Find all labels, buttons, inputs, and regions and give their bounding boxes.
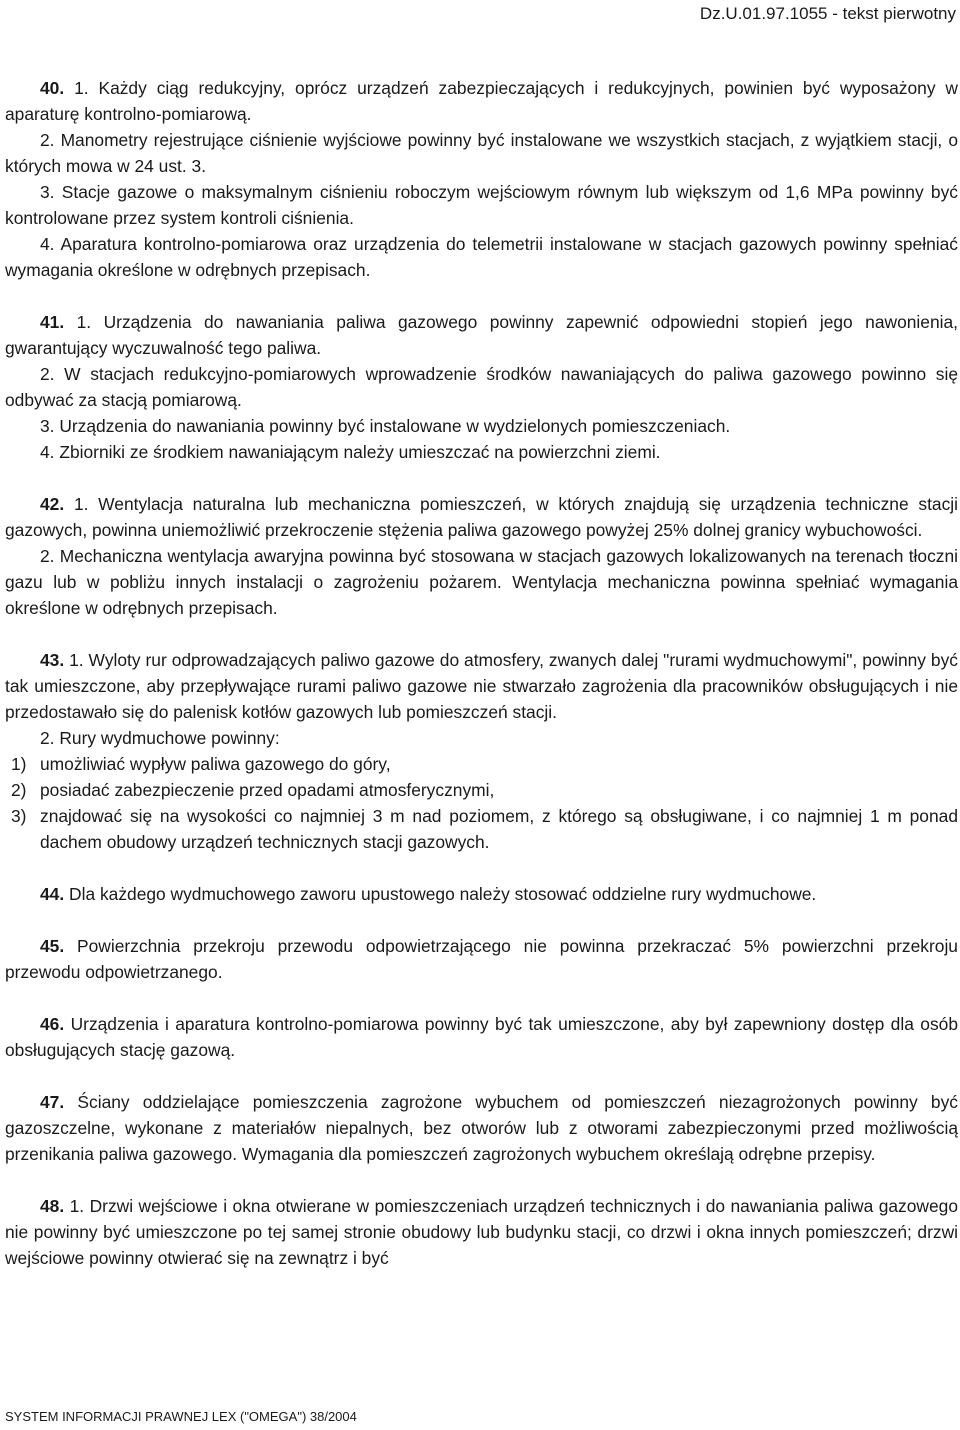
paragraph-text: Dla każdego wydmuchowego zaworu upustowego należy stosować oddzielne rury wydmuchowe.	[69, 884, 817, 904]
list-marker: 2)	[11, 780, 27, 800]
paragraph-text: 3. Urządzenia do nawaniania powinny być instalowane w wydzielonych pomieszczeniach.	[40, 416, 731, 436]
section-number: 44.	[40, 884, 65, 904]
section-42-para-1	[5, 491, 958, 543]
paragraph-text: 4. Aparatura kontrolno-pomiarowa oraz urządzenia do telemetrii instalowane w stacjach gazowych powinny spełniać wymagania określone w odrębnych przepisach.	[5, 234, 958, 280]
section-44	[5, 881, 958, 907]
section-40-para-3	[5, 179, 958, 231]
section-40-para-2	[5, 127, 958, 179]
page-header: Dz.U.01.97.1055 - tekst pierwotny	[699, 4, 956, 23]
list-item-text: posiadać zabezpieczenie przed opadami atmosferycznymi,	[40, 780, 495, 800]
section-42-para-2	[5, 543, 958, 621]
section-number: 42.	[40, 494, 65, 514]
section-number: 45.	[40, 936, 65, 956]
list-item	[5, 777, 958, 803]
section-43-para-2	[5, 725, 958, 751]
paragraph-text: Urządzenia i aparatura kontrolno-pomiarowa powinny być tak umieszczone, aby był zapewniony dostęp dla osób obsługujących stację gazową.	[5, 1014, 958, 1060]
section-47	[5, 1089, 958, 1167]
section-number: 40.	[40, 78, 65, 98]
section-number: 46.	[40, 1014, 65, 1034]
paragraph-text: 1. Drzwi wejściowe i okna otwierane w pomieszczeniach urządzeń technicznych i do nawaniania paliwa gazowego nie powinny być umieszczone po tej samej stronie obudowy lub budynku stacji, co drzwi i okna innych pomieszczeń; drzwi wejściowe powinny otwierać się na zewnątrz i być	[5, 1196, 958, 1268]
paragraph-text: 1. Każdy ciąg redukcyjny, oprócz urządzeń zabezpieczających i redukcyjnych, powinien być wyposażony w aparaturę kontrolno-pomiarową.	[5, 78, 958, 124]
list-item-text: umożliwiać wypływ paliwa gazowego do góry,	[40, 754, 391, 774]
list-marker: 1)	[11, 754, 27, 774]
paragraph-text: 1. Urządzenia do nawaniania paliwa gazowego powinny zapewnić odpowiedni stopień jego nawonienia, gwarantujący wyczuwalność tego paliwa.	[5, 312, 958, 358]
list-marker: 3)	[11, 806, 27, 826]
section-41-para-3	[5, 413, 958, 439]
section-number: 43.	[40, 650, 65, 670]
section-43-para-1	[5, 647, 958, 725]
section-48-para-1	[5, 1193, 958, 1271]
paragraph-text: 2. Rury wydmuchowe powinny:	[40, 728, 280, 748]
section-41-para-2	[5, 361, 958, 413]
paragraph-text: 1. Wentylacja naturalna lub mechaniczna pomieszczeń, w których znajdują się urządzenia techniczne stacji gazowych, powinna uniemożliwić przekroczenie stężenia paliwa gazowego powyżej 25% dolnej granicy wybuchowości.	[5, 494, 958, 540]
paragraph-text: 2. Mechaniczna wentylacja awaryjna powinna być stosowana w stacjach gazowych lokalizowanych na terenach tłoczni gazu lub w pobliżu innych instalacji o zagrożeniu pożarem. Wentylacja mechaniczna powinna spełniać wymagania określone w odrębnych przepisach.	[5, 546, 958, 618]
paragraph-text: 1. Wyloty rur odprowadzających paliwo gazowe do atmosfery, zwanych dalej "rurami wydmuchowymi", powinny być tak umieszczone, aby przepływające rurami paliwo gazowe nie stwarzało zagrożenia dla pracowników obsługujących i nie przedostawało się do palenisk kotłów gazowych lub pomieszczeń stacji.	[5, 650, 958, 722]
paragraph-text: Powierzchnia przekroju przewodu odpowietrzającego nie powinna przekraczać 5% powierzchni przekroju przewodu odpowietrzanego.	[5, 936, 958, 982]
paragraph-text: 2. Manometry rejestrujące ciśnienie wyjściowe powinny być instalowane we wszystkich stacjach, z wyjątkiem stacji, o których mowa w 24 ust. 3.	[5, 130, 958, 176]
section-40-para-1	[5, 75, 958, 127]
section-41-para-1	[5, 309, 958, 361]
section-45	[5, 933, 958, 985]
section-40-para-4	[5, 231, 958, 283]
section-number: 47.	[40, 1092, 65, 1112]
document-body	[5, 75, 958, 1271]
page-footer: SYSTEM INFORMACJI PRAWNEJ LEX ("OMEGA") 38/2004	[5, 1409, 357, 1424]
section-41-para-4	[5, 439, 958, 465]
list-item	[5, 803, 958, 855]
paragraph-text: 3. Stacje gazowe o maksymalnym ciśnieniu roboczym wejściowym równym lub większym od 1,6 MPa powinny być kontrolowane przez system kontroli ciśnienia.	[5, 182, 958, 228]
list-item-text: znajdować się na wysokości co najmniej 3 m nad poziomem, z którego są obsługiwane, i co najmniej 1 m ponad dachem obudowy urządzeń technicznych stacji gazowych.	[40, 806, 958, 852]
paragraph-text: Ściany oddzielające pomieszczenia zagrożone wybuchem od pomieszczeń niezagrożonych powinny być gazoszczelne, wykonane z materiałów niepalnych, bez otworów lub z otworami zabezpieczonymi przed możliwością przenikania paliwa gazowego. Wymagania dla pomieszczeń zagrożonych wybuchem określają odrębne przepisy.	[5, 1092, 958, 1164]
paragraph-text: 2. W stacjach redukcyjno-pomiarowych wprowadzenie środków nawaniających do paliwa gazowego powinno się odbywać za stacją pomiarową.	[5, 364, 958, 410]
paragraph-text: 4. Zbiorniki ze środkiem nawaniającym należy umieszczać na powierzchni ziemi.	[40, 442, 661, 462]
section-number: 48.	[40, 1196, 65, 1216]
list-item	[5, 751, 958, 777]
section-number: 41.	[40, 312, 65, 332]
section-46	[5, 1011, 958, 1063]
